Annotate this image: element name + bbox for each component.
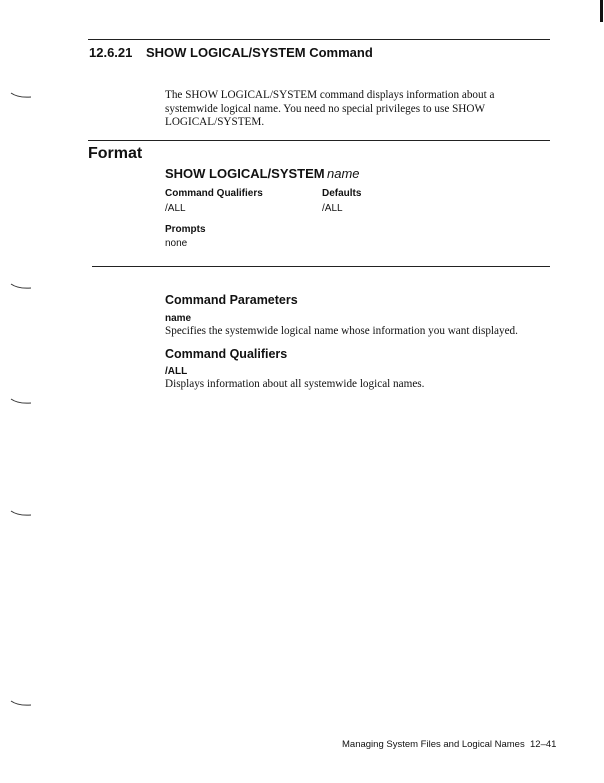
intro-line: systemwide logical name. You need no special privileges to use SHOW	[165, 102, 486, 115]
parameters-rule	[92, 266, 550, 267]
intro-paragraph	[165, 89, 525, 130]
intro-line: The SHOW LOGICAL/SYSTEM command displays information about a	[165, 89, 495, 101]
top-rule	[88, 39, 550, 40]
format-rule	[88, 140, 550, 141]
margin-mark	[10, 700, 32, 708]
corner-mark	[600, 0, 603, 22]
prompts-header: Prompts	[165, 224, 206, 235]
margin-mark	[10, 510, 32, 518]
footer-title: Managing System Files and Logical Names	[342, 739, 525, 750]
section-number: 12.6.21	[89, 45, 133, 60]
qualifier-value: /ALL	[165, 203, 186, 214]
qualifiers-column-header: Command Qualifiers	[165, 188, 263, 199]
qualifier-all-description: Displays information about all systemwide logical names.	[165, 378, 425, 390]
parameters-heading: Command Parameters	[165, 293, 298, 307]
parameter-name-label: name	[165, 313, 192, 324]
parameter-name-description: Specifies the systemwide logical name whose information you want displayed.	[165, 325, 518, 337]
margin-mark	[10, 398, 32, 406]
format-heading: Format	[88, 145, 143, 162]
section-title: SHOW LOGICAL/SYSTEM Command	[146, 45, 373, 60]
page-number: 12–41	[530, 739, 557, 750]
syntax-command: SHOW LOGICAL/SYSTEM	[165, 166, 325, 181]
qualifier-all-label: /ALL	[165, 366, 188, 377]
syntax-parameter: name	[327, 166, 360, 181]
prompts-value: none	[165, 238, 188, 249]
margin-mark	[10, 283, 32, 291]
default-value: /ALL	[322, 203, 343, 214]
intro-line: LOGICAL/SYSTEM.	[165, 116, 265, 128]
defaults-column-header: Defaults	[322, 188, 362, 199]
qualifiers-heading: Command Qualifiers	[165, 347, 288, 361]
margin-mark	[10, 92, 32, 100]
